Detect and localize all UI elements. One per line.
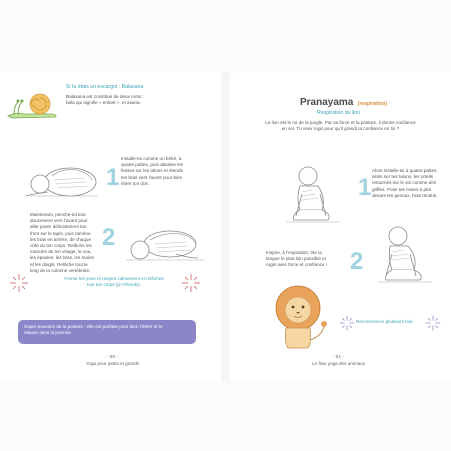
left-page: [0, 72, 225, 382]
step1-text: Installe-toi comme un bébé, à quatre pattes, puis abaisse les fesses sur les talons et étends tes bras vers l'avant pour bien étirer ton dos.: [121, 156, 184, 186]
child-pose-forehead-illustration: [120, 222, 210, 266]
intro-text: Le lion est le roi de la jungle. Par sa force et la posture, il donne confiance en soi. Tu veux rugir pour qu'il grandi ta confiance en toi ?: [265, 120, 416, 132]
superpower-box: Super-pouvoirs de la posture : elle est parfaite pour bien t'étirer et te relaxer dans la journée.: [18, 320, 196, 344]
kneeling-child-illustration: [282, 164, 344, 226]
subtitle: Respiration du lion: [317, 110, 360, 116]
snail-illustration: [6, 90, 58, 120]
sparkle-icon: [180, 272, 202, 294]
left-footer: Yoga pour petits et grands: [85, 361, 140, 366]
breathe-text: Ferme les yeux et respire calmement et relâches tout ton corps (je t'étends).: [64, 276, 164, 288]
step2-number: 2: [102, 224, 116, 251]
title-sub: (respiration): [357, 101, 387, 107]
right-footer: Le flow yoga des animaux: [311, 361, 366, 366]
lion-illustration: [270, 284, 328, 352]
sparkle-icon: [8, 272, 30, 294]
page-title: [300, 92, 387, 110]
title-main: Pranayama: [300, 97, 354, 108]
left-page-number: - 50 -: [107, 354, 118, 359]
right-page: [226, 72, 451, 382]
step2-number: 2: [350, 248, 364, 275]
snail-desc-2: bala qui signifie « enfant », et asana.: [66, 100, 141, 105]
kneeling-child-illustration-2: [376, 222, 436, 286]
right-page-number: - 51 -: [333, 354, 344, 359]
step1-number: 1: [358, 174, 372, 201]
sparkle-icon: [424, 314, 442, 332]
snail-title: Si tu étais un escargot : Balasana: [66, 84, 144, 90]
sparkle-icon: [338, 314, 356, 332]
step1-text: Alors installe-toi à quatre pattes, assis sur tes talons, les orteils retournés sur le sol comme des griffes. Pose tes mains à plat devant tes genoux, bras tendus.: [372, 168, 438, 198]
child-pose-illustration: [22, 156, 106, 202]
step1-number: 1: [106, 164, 120, 191]
step2-text: Inspire, à l'expiration, tire la langue le plus loin possible et rugis avec force et confiance !: [266, 250, 328, 268]
snail-desc-1: Balasana est constitué de deux mots :: [66, 94, 144, 99]
step2-text: Maintenant, penche-toi tout doucement vers l'avant pour aller poser délicatement ton front sur le tapis, puis ramène les bras en arrière, de chaque côté du ton corps. Relâche les muscles de ton visage, le cou, les épaules, les bras, les mains et les doigts. Relâche tout le long de la colonne vertébrale.: [30, 212, 94, 273]
repeat-text: Recommence plusieurs fois.: [356, 319, 414, 324]
